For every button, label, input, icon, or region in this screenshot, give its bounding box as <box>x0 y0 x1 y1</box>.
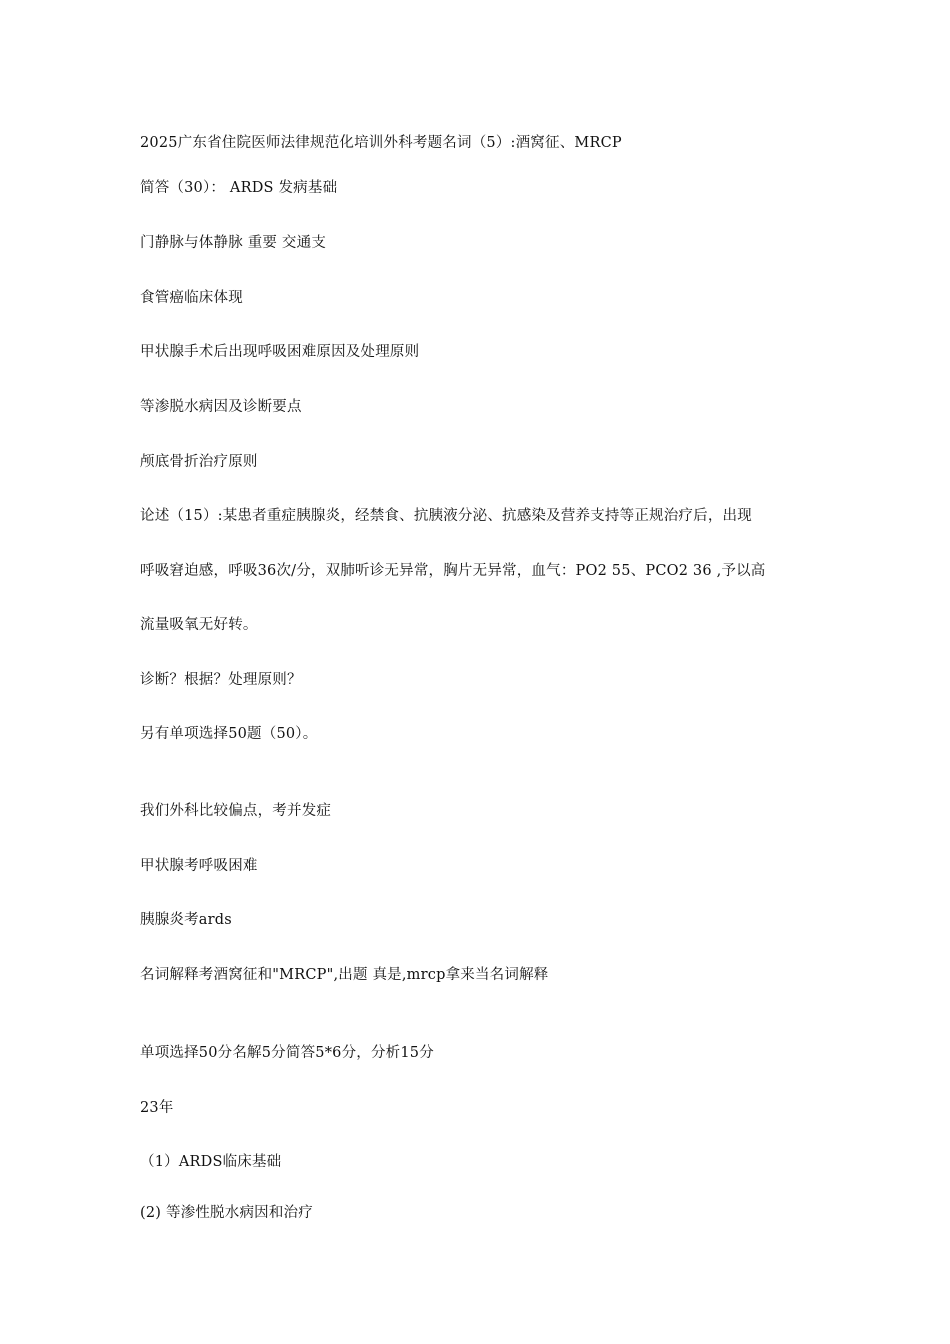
year-heading: 23年 <box>140 1100 174 1116</box>
comment-line: 胰腺炎考ards <box>140 912 232 928</box>
essay-line: 流量吸氧无好转。 <box>140 617 258 633</box>
text-line: 甲状腺手术后出现呼吸困难原因及处理原则 <box>140 344 420 360</box>
essay-line: 论述（15）:某患者重症胰腺炎，经禁食、抗胰液分泌、抗感染及营养支持等正规治疗后，出现 <box>140 508 752 524</box>
comment-line: 我们外科比较偏点，考并发症 <box>140 803 332 819</box>
comment-line: 名词解释考酒窝征和"MRCP",出题 真是,mrcp拿来当名词解释 <box>140 967 549 983</box>
text-line: 食管癌临床体现 <box>140 290 243 306</box>
comment-line: 甲状腺考呼吸困难 <box>140 858 258 874</box>
text-line: 颅底骨折治疗原则 <box>140 454 258 470</box>
list-item: （1）ARDS临床基础 <box>140 1154 282 1170</box>
list-item: (2) 等渗性脱水病因和治疗 <box>140 1205 313 1221</box>
text-line: 等渗脱水病因及诊断要点 <box>140 399 302 415</box>
text-line: 诊断？根据？处理原则？ <box>140 672 302 688</box>
score-line: 单项选择50分名解5分简答5*6分，分析15分 <box>140 1045 434 1061</box>
short-answer-line: 简答（30）： ARDS 发病基础 <box>140 180 338 196</box>
essay-line: 呼吸窘迫感，呼吸36次/分，双肺听诊无异常，胸片无异常，血气：PO2 55、PCO2 36 ,予以高 <box>140 563 766 579</box>
text-line: 另有单项选择50题（50）。 <box>140 726 318 742</box>
exam-title-line: 2025广东省住院医师法律规范化培训外科考题名词（5）:酒窝征、MRCP <box>140 135 622 151</box>
text-line: 门静脉与体静脉 重要 交通支 <box>140 235 327 251</box>
